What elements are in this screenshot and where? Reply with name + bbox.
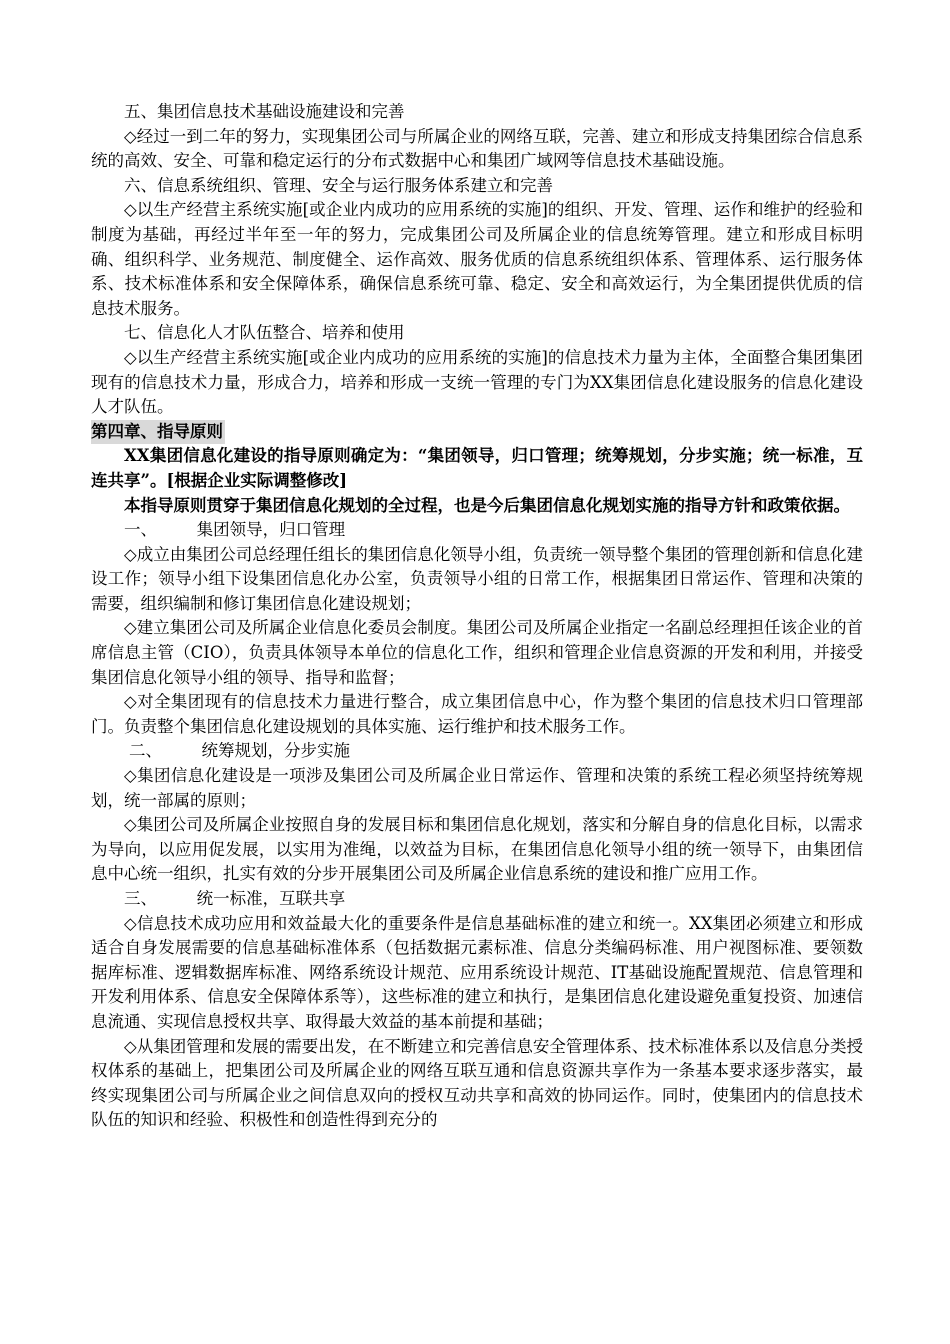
principle-title: 统一标准，互联共享 [196,889,346,908]
principle-number: 三、 [124,889,157,908]
paragraph: ◇信息技术成功应用和效益最大化的重要条件是信息基础标准的建立和统一。XX集团必须建立和形成适合自身发展需要的信息基础标准体系（包括数据元素标准、信息分类编码标准、用户视图标准、要领数据库标准、逻辑数据库标准、网络系统设计规范、应用系统设计规范、IT基础设施配置规范、信息管理和开发利用体系、信息安全保障体系等），这些标准的建立和执行，是集团信息化建设避免重复投资、加速信息流通、实现信息授权共享、取得最大效益的基本前提和基础； [91,913,863,1031]
principle-heading [91,887,863,912]
document-page [91,100,863,1133]
paragraph: ◇集团公司及所属企业按照自身的发展目标和集团信息化规划，落实和分解自身的信息化目标，以需求为导向，以应用促发展，以实用为准绳，以效益为目标，在集团信息化领导小组的统一领导下，由集团信息中心统一组织，扎实有效的分步开展集团公司及所属企业信息系统的建设和推广应用工作。 [91,815,863,884]
paragraph: ◇成立由集团公司总经理任组长的集团信息化领导小组，负责统一领导整个集团的管理创新和信息化建设工作；领导小组下设集团信息化办公室，负责领导小组的日常工作，根据集团日常运作、管理和决策的需要，组织编制和修订集团信息化建设规划； [91,544,863,613]
principle-heading [91,518,863,543]
paragraph: ◇对全集团现有的信息技术力量进行整合，成立集团信息中心，作为整个集团的信息技术归口管理部门。负责整个集团信息化建设规划的具体实施、运行维护和技术服务工作。 [91,692,863,736]
principle-title: 集团领导，归口管理 [196,520,346,540]
paragraph: ◇以生产经营主系统实施[或企业内成功的应用系统的实施]的信息技术力量为主体，全面整合集团集团现有的信息技术力量，形成合力，培养和形成一支统一管理的专门为XX集团信息化建设服务的信息化建设人才队伍。 [91,347,863,417]
paragraph: ◇经过一到二年的努力，实现集团公司与所属企业的网络互联，完善、建立和形成支持集团综合信息系统的高效、安全、可靠和稳定运行的分布式数据中心和集团广域网等信息技术基础设施。 [91,126,863,171]
principle-heading [91,739,863,764]
paragraph: ◇以生产经营主系统实施[或企业内成功的应用系统的实施]的组织、开发、管理、运作和维护的经验和制度为基础，再经过半年至一年的努力，完成集团公司及所属企业的信息统筹管理。建立和形成目标明确、组织科学、业务规范、制度健全、运作高效、服务优质的信息系统组织体系、管理体系、运行服务体系、技术标准体系和安全保障体系，确保信息系统可靠、稳定、安全和高效运行，为全集团提供优质的信息技术服务。 [91,200,863,318]
chapter-title-line [91,420,863,445]
paragraph-bold: 本指导原则贯穿于集团信息化规划的全过程，也是今后集团信息化规划实施的指导方针和政策依据。 [124,495,850,515]
principle-number: 二、 [128,741,162,761]
principle-number: 一、 [124,520,157,540]
section-heading: 六、信息系统组织、管理、安全与运行服务体系建立和完善 [124,175,553,195]
paragraph: ◇从集团管理和发展的需要出发，在不断建立和完善信息安全管理体系、技术标准体系以及信息分类授权体系的基础上，把集团公司及所属企业的网络互联互通和信息资源共享作为一条基本要求逐步落实，最终实现集团公司与所属企业之间信息双向的授权互动共享和高效的协同运作。同时，使集团内的信息技术队伍的知识和经验、积极性和创造性得到充分的 [91,1036,863,1130]
section-heading: 五、集团信息技术基础设施建设和完善 [124,102,405,121]
chapter-title: 第四章、指导原则 [91,420,225,445]
principle-title: 统筹规划，分步实施 [201,741,351,761]
paragraph-bold: XX集团信息化建设的指导原则确定为：“集团领导，归口管理；统筹规划，分步实施；统一标准，互连共享”。[根据企业实际调整修改] [91,446,863,490]
paragraph: ◇建立集团公司及所属企业信息化委员会制度。集团公司及所属企业指定一名副总经理担任该企业的首席信息主管（CIO），负责具体领导本单位的信息化工作，组织和管理企业信息资源的开发和利用，并接受集团信息化领导小组的领导、指导和监督； [91,618,863,687]
section-heading: 七、信息化人才队伍整合、培养和使用 [124,323,405,343]
paragraph: ◇集团信息化建设是一项涉及集团公司及所属企业日常运作、管理和决策的系统工程必须坚持统筹规划，统一部属的原则； [91,766,863,810]
